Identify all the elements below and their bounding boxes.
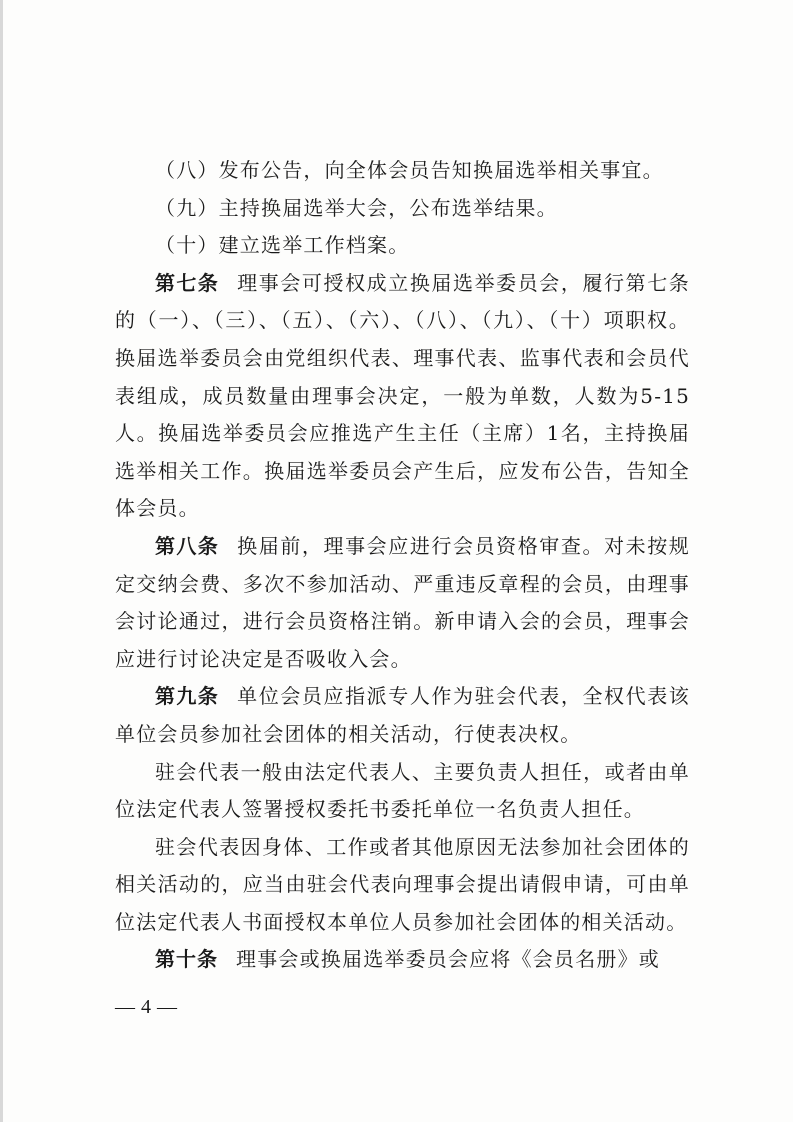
article-10-heading: 第十条: [155, 947, 218, 972]
article-7: [115, 265, 690, 528]
list-item-10: （十）建立选举工作档案。: [155, 233, 410, 258]
list-item-8: （八）发布公告，向全体会员告知换届选举相关事宜。: [155, 158, 664, 182]
article-7-heading: 第七条: [155, 270, 220, 295]
scan-edge: [0, 0, 3, 1122]
article-9-body: 单位会员应指派专人作为驻会代表，全权代表该单位会员参加社会团体的相关活动，行使表决权。: [115, 684, 691, 746]
article-9-heading: 第九条: [155, 684, 220, 709]
article-8-heading: 第八条: [155, 533, 220, 558]
article-7-body: 理事会可授权成立换届选举委员会，履行第七条的（一）、（三）、（五）、（六）、（八）、（九）、（十）项职权。换届选举委员会由党组织代表、理事代表、监事代表和会员代表组成，成员数量由理事会决定，一般为单数，人数为5-15人。换届选举委员会应推选产生主任（主席）1名，主持换届选举相关工作。换届选举委员会产生后，应发布公告，告知全体会员。: [115, 270, 691, 521]
page-number: — 4 —: [115, 996, 178, 1018]
article-9-paragraph-2: 驻会代表一般由法定代表人、主要负责人担任，或者由单位法定代表人签署授权委托书委托单位一名负责人担任。: [115, 759, 690, 822]
article-10-body: 理事会或换届选举委员会应将《会员名册》或: [236, 947, 660, 972]
document-body: [115, 152, 690, 979]
article-9: [115, 678, 690, 753]
list-item-9: （九）主持换届选举大会，公布选举结果。: [155, 195, 558, 220]
article-8: [115, 528, 690, 678]
article-9-paragraph-3: 驻会代表因身体、工作或者其他原因无法参加社会团体的相关活动的，应当由驻会代表向理事会提出请假申请，可由单位法定代表人书面授权本单位人员参加社会团体的相关活动。: [115, 834, 690, 934]
article-8-body: 换届前，理事会应进行会员资格审查。对未按规定交纳会费、多次不参加活动、严重违反章程的会员，由理事会讨论通过，进行会员资格注销。新申请入会的会员，理事会应进行讨论决定是否吸收入会。: [115, 533, 691, 671]
article-10: [115, 941, 690, 979]
